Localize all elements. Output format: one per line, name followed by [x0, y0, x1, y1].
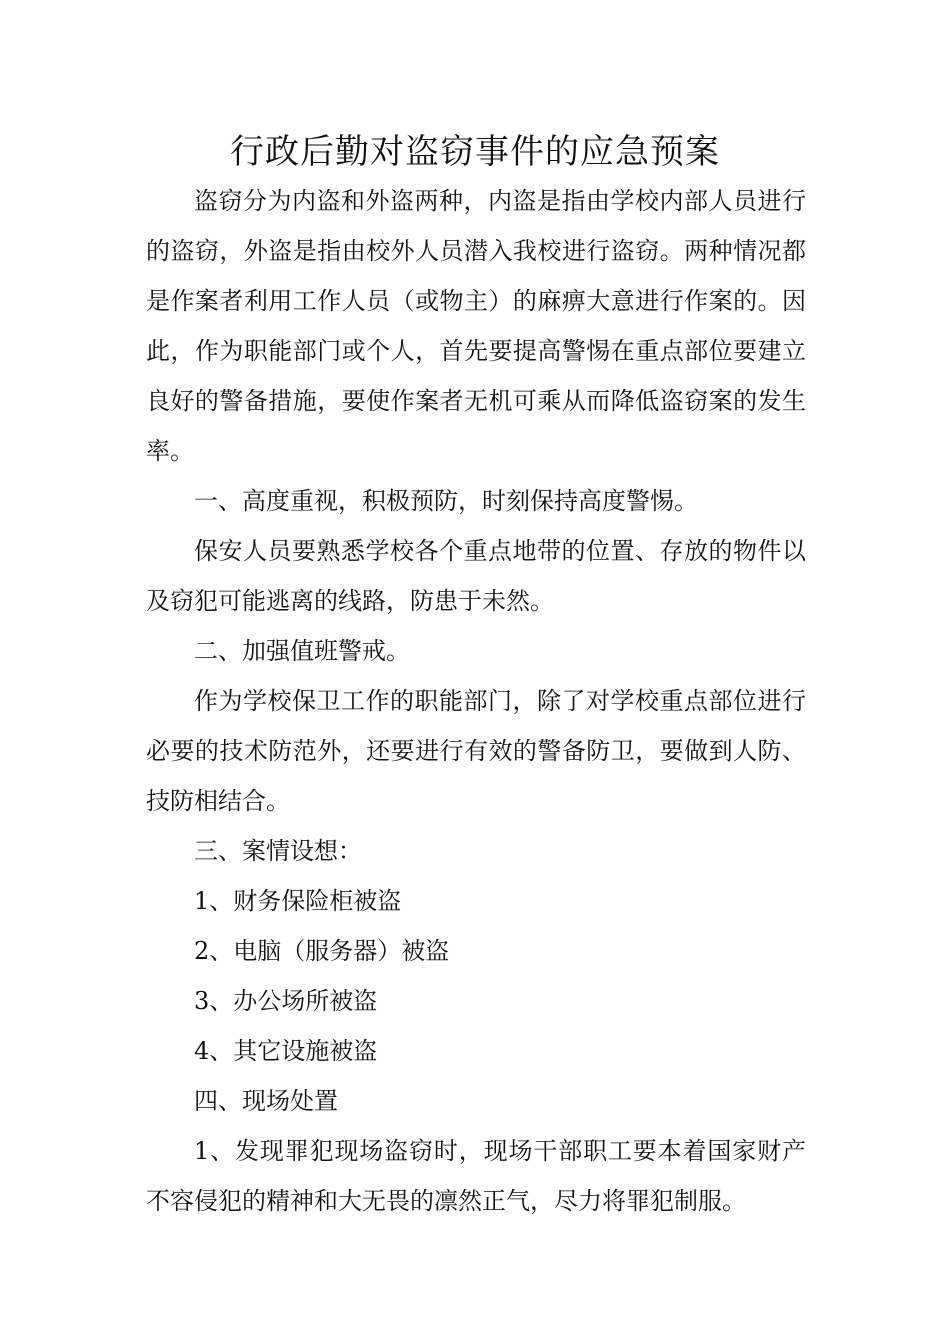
document-body [146, 176, 806, 1226]
section-heading-2: 二、加强值班警戒。 [194, 637, 410, 665]
case-item-3: 3、办公场所被盗 [194, 987, 378, 1015]
case-item-4: 4、其它设施被盗 [194, 1037, 378, 1065]
case-item-1: 1、财务保险柜被盗 [194, 887, 402, 915]
intro-paragraph: 盗窃分为内盗和外盗两种，内盗是指由学校内部人员进行的盗窃，外盗是指由校外人员潜入我校进行盗窃。两种情况都是作案者利用工作人员（或物主）的麻痹大意进行作案的。因此，作为职能部门或个人，首先要提高警惕在重点部位要建立良好的警备措施，要使作案者无机可乘从而降低盗窃案的发生率。 [146, 187, 806, 465]
section-4-paragraph: 1、发现罪犯现场盗窃时，现场干部职工要本着国家财产不容侵犯的精神和大无畏的凛然正气，尽力将罪犯制服。 [146, 1137, 806, 1215]
section-2-paragraph: 作为学校保卫工作的职能部门，除了对学校重点部位进行必要的技术防范外，还要进行有效的警备防卫，要做到人防、技防相结合。 [146, 687, 806, 815]
section-heading-3: 三、案情设想： [194, 837, 362, 865]
document-title: 行政后勤对盗窃事件的应急预案 [230, 132, 720, 172]
section-heading-1: 一、高度重视，积极预防，时刻保持高度警惕。 [194, 487, 698, 515]
section-heading-4: 四、现场处置 [194, 1087, 338, 1115]
section-1-paragraph: 保安人员要熟悉学校各个重点地带的位置、存放的物件以及窃犯可能逃离的线路，防患于未然。 [146, 537, 806, 615]
case-item-2: 2、电脑（服务器）被盗 [194, 937, 450, 965]
